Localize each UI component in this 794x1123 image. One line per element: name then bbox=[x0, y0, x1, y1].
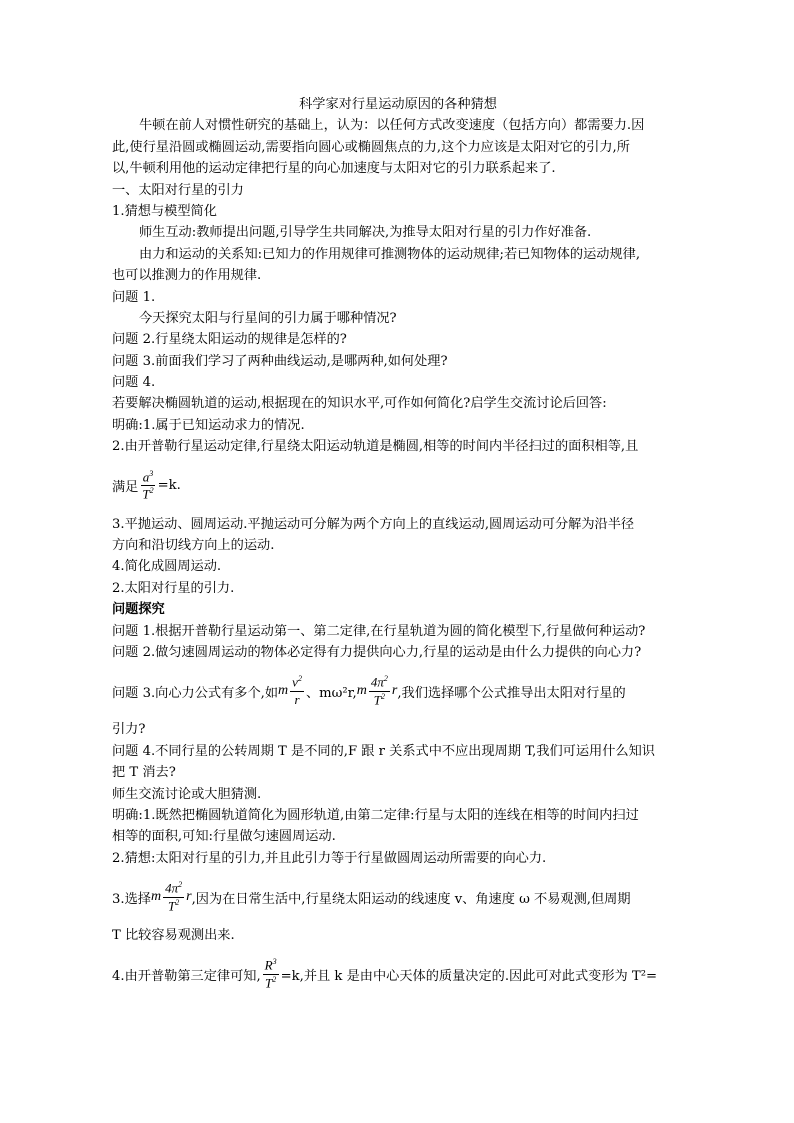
question-3: 问题 3.前面我们学习了两种曲线运动,是哪两种,如何处理? bbox=[112, 353, 448, 369]
answer-2-formula-line bbox=[112, 466, 684, 506]
force-motion-line-1: 由力和运动的关系知:已知力的作用规律可推测物体的运动规律;若已知物体的运动规律, bbox=[139, 246, 641, 262]
answer-3-line-1: 3.平抛运动、圆周运动.平抛运动可分解为两个方向上的直线运动,圆周运动可分解为沿半径 bbox=[112, 516, 635, 532]
question-1-label: 问题 1. bbox=[112, 289, 156, 305]
answer-2-suffix: =k. bbox=[157, 478, 181, 494]
page-title: 科学家对行星运动原因的各种猜想 bbox=[299, 97, 497, 112]
clarify-2: 2.猜想:太阳对行星的引力,并且此引力等于行星做圆周运动所需要的向心力. bbox=[112, 850, 547, 866]
centripetal-period-formula: $\frac{4\pi^2}{T^2}$ bbox=[370, 674, 388, 708]
interaction-text: 师生互动:教师提出问题,引导学生共同解决,为推导太阳对行星的引力作好准备. bbox=[139, 225, 592, 241]
clarify-4-suffix: =k,并且 k 是由中心天体的质量决定的.因此可对此式变形为 T²= bbox=[280, 969, 658, 984]
question-1-text: 今天探究太阳与行星间的引力属于哪种情况? bbox=[139, 310, 397, 326]
explore-question-1: 问题 1.根据开普勒行星运动第一、第二定律,在行星轨道为圆的简化模型下,行星做何种运动? bbox=[112, 623, 646, 639]
explore-question-4-line-1: 问题 4.不同行星的公转周期 T 是不同的,F 跟 r 关系式中不应出现周期 T,我们可运用什么知识 bbox=[112, 743, 655, 759]
explore-question-3-mid: 、mω²r, bbox=[305, 685, 357, 701]
clarify-3-end: T 比较容易观测出来. bbox=[112, 928, 235, 944]
clarify-3-prefix: 3.选择 bbox=[112, 891, 151, 907]
document-page bbox=[112, 94, 684, 995]
explore-question-3-end: 引力? bbox=[112, 722, 146, 738]
clarify-4-prefix: 4.由开普勒第三定律可知, bbox=[112, 969, 261, 984]
explore-heading: 问题探究 bbox=[112, 602, 165, 618]
answer-1: 明确:1.属于已知运动求力的情况. bbox=[112, 417, 305, 433]
answer-4: 4.简化成圆周运动. bbox=[112, 559, 222, 575]
subheading-2: 2.太阳对行星的引力. bbox=[112, 580, 235, 596]
answer-3-line-2: 方向和沿切线方向上的运动. bbox=[112, 538, 275, 554]
explore-question-4-line-2: 把 T 消去? bbox=[112, 765, 176, 781]
intro-line-2: 此,使行星沿圆或椭圆运动,需要指向圆心或椭圆焦点的力,这个力应该是太阳对它的引力,所 bbox=[112, 139, 630, 155]
intro-line-3: 以,牛顿利用他的运动定律把行星的向心加速度与太阳对它的引力联系起来了. bbox=[112, 161, 556, 177]
subheading-1: 1.猜想与模型简化 bbox=[112, 203, 217, 219]
question-2: 问题 2.行星绕太阳运动的规律是怎样的? bbox=[112, 332, 347, 348]
clarify-1-line-1: 明确:1.既然把椭圆轨道简化为圆形轨道,由第二定律:行星与太阳的连线在相等的时间内扫过 bbox=[112, 807, 639, 823]
explore-question-3-prefix: 问题 3.向心力公式有多个,如 bbox=[112, 685, 279, 701]
question-4-label: 问题 4. bbox=[112, 375, 156, 391]
explore-question-3-line: 问题 3.向心力公式有多个,如 m $\frac{v^2}{r}$ 、mω²r, m $\frac{4\pi^2}{T^2}$ r ,我们选择哪个公式推导出太阳对行星的 bbox=[112, 674, 626, 708]
clarify-3-suffix: ,因为在日常生活中,行星绕太阳运动的线速度 v、角速度 ω 不易观测,但周期 bbox=[191, 891, 631, 907]
centripetal-velocity-formula: $\frac{v^2}{r}$ bbox=[292, 674, 302, 708]
kepler-ratio-formula: $\frac{a^3}{T^2}$ bbox=[142, 468, 154, 502]
clarify-3-line: 3.选择 m $\frac{4\pi^2}{T^2}$ r ,因为在日常生活中,行星绕太阳运动的线速度 v、角速度 ω 不易观测,但周期 bbox=[112, 879, 631, 913]
kepler-third-law-formula: $\frac{R^3}{T^2}$ bbox=[264, 957, 277, 991]
section-heading-1: 一、太阳对行星的引力 bbox=[112, 182, 244, 198]
answer-2: 2.由开普勒行星运动定律,行星绕太阳运动轨道是椭圆,相等的时间内半径扫过的面积相等,且 bbox=[112, 439, 639, 455]
discussion-note: 师生交流讨论或大胆猜测. bbox=[112, 786, 262, 802]
explore-question-2: 问题 2.做匀速圆周运动的物体必定得有力提供向心力,行星的运动是由什么力提供的向心力? bbox=[112, 644, 642, 660]
intro-line-1: 牛顿在前人对惯性研究的基础上，认为：以任何方式改变速度（包括方向）都需要力.因 bbox=[139, 118, 645, 134]
clarify-1-line-2: 相等的面积,可知:行星做匀速圆周运动. bbox=[112, 829, 336, 845]
force-motion-line-2: 也可以推测力的作用规律. bbox=[112, 268, 262, 284]
question-4-text: 若要解决椭圆轨道的运动,根据现在的知识水平,可作如何简化?启学生交流讨论后回答: bbox=[112, 396, 607, 412]
clarify-4-line bbox=[112, 955, 684, 995]
selected-centripetal-formula: $\frac{4\pi^2}{T^2}$ bbox=[165, 879, 183, 913]
explore-question-3-suffix: ,我们选择哪个公式推导出太阳对行星的 bbox=[397, 685, 626, 701]
answer-2-prefix: 满足 bbox=[112, 480, 139, 496]
